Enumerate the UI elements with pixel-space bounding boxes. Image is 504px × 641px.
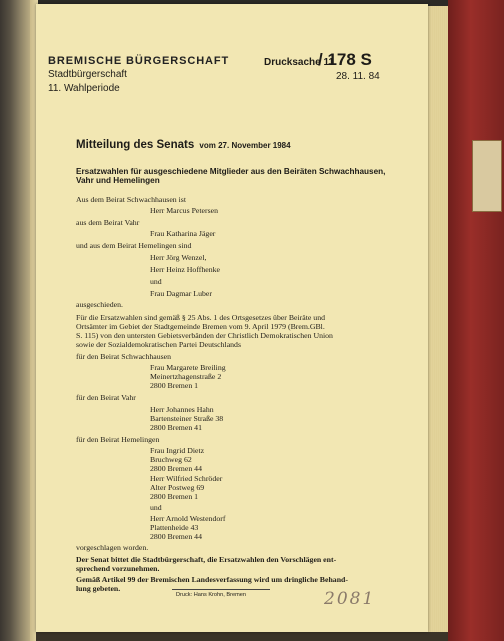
document-title (76, 139, 291, 151)
body-line: 2800 Bremen 1 (150, 381, 199, 390)
body-line: 2800 Bremen 1 (150, 492, 199, 501)
body-line: ausgeschieden. (76, 300, 123, 309)
printer-credit: Druck: Hans Krohn, Bremen (176, 592, 246, 598)
footer-rule (172, 589, 270, 590)
subject-line-2: Vahr und Hemelingen (76, 176, 160, 185)
binder-spine (0, 0, 30, 641)
body-line: vorgeschlagen worden. (76, 543, 149, 552)
body-line: 2800 Bremen 44 (150, 464, 202, 473)
body-line: Ortsämter im Gebiet der Stadtgemeinde Bremen vom 9. April 1979 (Brem.GBl. (76, 322, 325, 331)
body-line: 2800 Bremen 44 (150, 532, 202, 541)
request-line: sprechend vorzunehmen. (76, 564, 160, 573)
page-stack (428, 6, 448, 632)
body-line: aus dem Beirat Vahr (76, 218, 140, 227)
body-line: Herr Arnold Westendorf (150, 514, 226, 523)
document-title-date: vom 27. November 1984 (199, 141, 291, 150)
body-line: für den Beirat Vahr (76, 393, 136, 402)
request-line: Der Senat bittet die Stadtbürgerschaft, die Ersatzwahlen den Vorschlägen ent- (76, 555, 337, 564)
drucksache-label: Drucksache 11 (264, 57, 335, 68)
subject-line-1: Ersatzwahlen für ausgeschiedene Mitglieder aus den Beiräten Schwachhausen, (76, 167, 386, 176)
book-cover (448, 0, 504, 641)
body-line: für den Beirat Hemelingen (76, 435, 160, 444)
body-line: Frau Katharina Jäger (150, 229, 216, 238)
body-line: für den Beirat Schwachhausen (76, 352, 172, 361)
body-line: Frau Margarete Breiling (150, 363, 226, 372)
urgency-line: lung gebeten. (76, 584, 121, 593)
body-line: Herr Johannes Hahn (150, 405, 214, 414)
body-line: und (150, 277, 162, 286)
cover-label (472, 140, 502, 212)
bottom-shadow (36, 632, 448, 641)
body-line: sowie der Sozialdemokratischen Partei Deutschlands (76, 340, 241, 349)
header-period: 11. Wahlperiode (48, 83, 120, 94)
body-line: Herr Heinz Hoffhenke (150, 265, 220, 274)
drucksache-number: / 178 S (318, 50, 372, 69)
document-title-text: Mitteilung des Senats (76, 139, 195, 151)
body-line: Frau Ingrid Dietz (150, 446, 205, 455)
body-line: S. 115) von den untersten Gebietsverbänden der Christlich Demokratischen Union (76, 331, 333, 340)
body-line: Bruchweg 62 (150, 455, 192, 464)
body-line: und aus dem Beirat Hemelingen sind (76, 241, 192, 250)
body-line: Herr Wilfried Schröder (150, 474, 223, 483)
body-line: Alter Postweg 69 (150, 483, 205, 492)
urgency-line: Gemäß Artikel 99 der Bremischen Landesverfassung wird um dringliche Behand- (76, 575, 348, 584)
body-line: Für die Ersatzwahlen sind gemäß § 25 Abs. 1 des Ortsgesetzes über Beiräte und (76, 313, 326, 322)
body-line: Herr Jörg Wenzel, (150, 253, 207, 262)
body-line: Plattenheide 43 (150, 523, 199, 532)
body-line: Aus dem Beirat Schwachhausen ist (76, 195, 186, 204)
body-line: Herr Marcus Petersen (150, 206, 218, 215)
header-subtitle: Stadtbürgerschaft (48, 69, 127, 80)
body-line: Frau Dagmar Luber (150, 289, 212, 298)
handwritten-page-number: 2081 (324, 589, 376, 609)
header-title: BREMISCHE BÜRGERSCHAFT (48, 55, 230, 67)
body-line: und (150, 503, 162, 512)
drucksache-date: 28. 11. 84 (336, 71, 380, 82)
body-line: 2800 Bremen 41 (150, 423, 202, 432)
body-line: Meinertzhagenstraße 2 (150, 372, 222, 381)
body-line: Bartensteiner Straße 38 (150, 414, 224, 423)
